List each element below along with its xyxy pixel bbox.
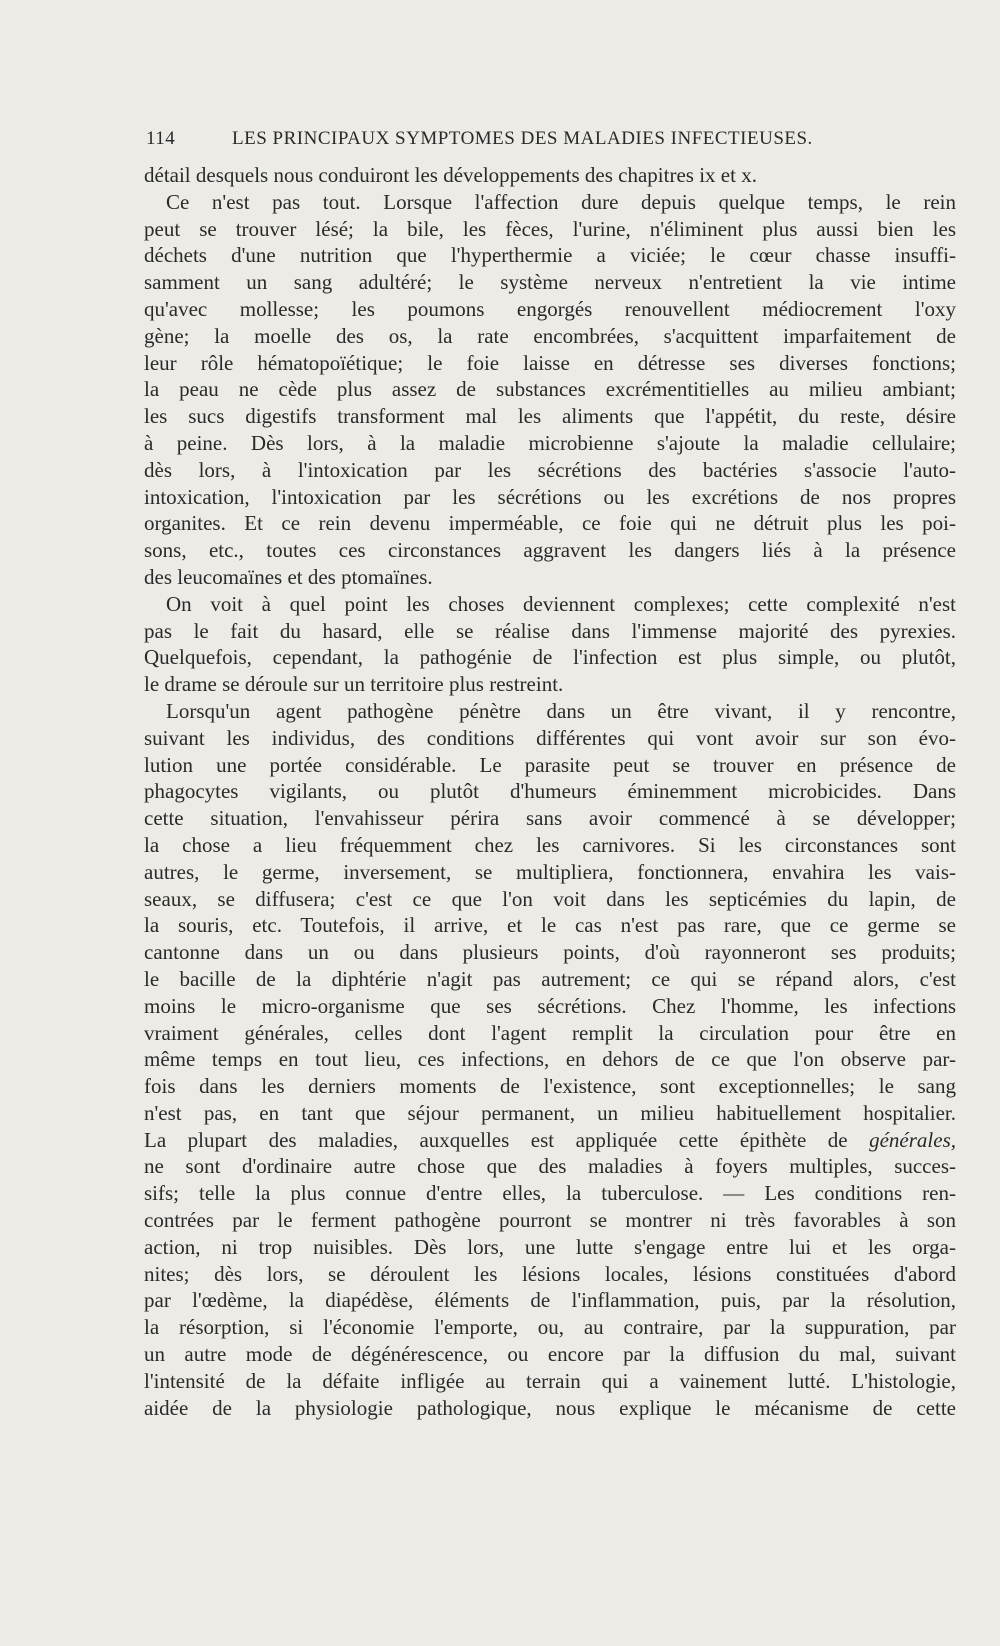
text-line: contrées par le ferment pathogène pourront se montrer ni très favorables à son xyxy=(144,1208,956,1233)
text-line: organites. Et ce rein devenu imperméable, ce foie qui ne détruit plus les poi- xyxy=(144,511,956,536)
text-line: cette situation, l'envahisseur périra sans avoir commencé à se développer; xyxy=(144,806,956,831)
text-line: qu'avec mollesse; les poumons engorgés renouvellent médiocrement l'oxy xyxy=(144,296,956,321)
text-line: Lorsqu'un agent pathogène pénètre dans un être vivant, il y rencontre, xyxy=(166,698,956,723)
text-line: même temps en tout lieu, ces infections, en dehors de ce que l'on observe par- xyxy=(144,1047,956,1072)
text-line: gène; la moelle des os, la rate encombrées, s'acquittent imparfaitement de xyxy=(144,323,956,348)
text-segment: La plupart des maladies, auxquelles est appliquée cette épithète de xyxy=(144,1127,848,1152)
text-line: le bacille de la diphtérie n'agit pas autrement; ce qui se répand alors, c'est xyxy=(144,966,956,991)
text-line: l'intensité de la défaite infligée au terrain qui a vainement lutté. L'histologie, xyxy=(144,1368,956,1393)
text-line: la chose a lieu fréquemment chez les carnivores. Si les circonstances sont xyxy=(144,832,956,857)
text-line: Ce n'est pas tout. Lorsque l'affection dure depuis quelque temps, le rein xyxy=(166,189,956,214)
running-head xyxy=(146,128,864,158)
text-line: peut se trouver lésé; la bile, les fèces, l'urine, n'éliminent plus aussi bien les xyxy=(144,216,956,241)
text-line: des leucomaïnes et des ptomaïnes. xyxy=(144,564,433,589)
text-line: détail desquels nous conduiront les développements des chapitres ix et x. xyxy=(144,163,757,187)
text-line: leur rôle hématopoïétique; le foie laisse en détresse ses diverses fonctions; xyxy=(144,350,956,375)
text-line: les sucs digestifs transforment mal les aliments que l'appétit, du reste, désire xyxy=(144,404,956,429)
text-line: action, ni trop nuisibles. Dès lors, une lutte s'engage entre lui et les orga- xyxy=(144,1234,956,1259)
italic-word: générales, xyxy=(869,1127,957,1152)
text-line-with-italic xyxy=(144,1127,956,1154)
text-line: Quelquefois, cependant, la pathogénie de l'infection est plus simple, ou plutôt, xyxy=(144,645,956,670)
text-line: On voit à quel point les choses deviennent complexes; cette complexité n'est xyxy=(166,591,956,616)
text-line: un autre mode de dégénérescence, ou encore par la diffusion du mal, suivant xyxy=(144,1342,956,1367)
text-line: déchets d'une nutrition que l'hyperthermie a viciée; le cœur chasse insuffi- xyxy=(144,243,956,268)
text-line: sons, etc., toutes ces circonstances aggravent les dangers liés à la présence xyxy=(144,538,956,563)
page-number: 114 xyxy=(146,128,176,149)
text-line: la résorption, si l'économie l'emporte, ou, au contraire, par la suppuration, par xyxy=(144,1315,956,1340)
text-line: à peine. Dès lors, à la maladie microbienne s'ajoute la maladie cellulaire; xyxy=(144,430,956,455)
text-line: sifs; telle la plus connue d'entre elles, la tuberculose. — Les conditions ren- xyxy=(144,1181,956,1206)
text-line: la peau ne cède plus assez de substances excrémentitielles au milieu ambiant; xyxy=(144,377,956,402)
text-line: phagocytes vigilants, ou plutôt d'humeurs éminemment microbicides. Dans xyxy=(144,779,956,804)
text-line: nites; dès lors, se déroulent les lésions locales, lésions constituées d'abord xyxy=(144,1261,956,1286)
text-line: lution une portée considérable. Le parasite peut se trouver en présence de xyxy=(144,752,956,777)
text-line: aidée de la physiologie pathologique, nous explique le mécanisme de cette xyxy=(144,1395,956,1420)
text-line: ne sont d'ordinaire autre chose que des maladies à foyers multiples, succes- xyxy=(144,1154,956,1179)
body-text xyxy=(144,162,956,1421)
text-line: vraiment générales, celles dont l'agent remplit la circulation pour être en xyxy=(144,1020,956,1045)
text-line: moins le micro-organisme que ses sécrétions. Chez l'homme, les infections xyxy=(144,993,956,1018)
running-head-title: LES PRINCIPAUX SYMPTOMES DES MALADIES INFECTIEUSES. xyxy=(232,128,813,149)
text-line: la souris, etc. Toutefois, il arrive, et le cas n'est pas rare, que ce germe se xyxy=(144,913,956,938)
text-line: cantonne dans un ou dans plusieurs points, d'où rayonneront ses produits; xyxy=(144,940,956,965)
text-line: par l'œdème, la diapédèse, éléments de l'inflammation, puis, par la résolution, xyxy=(144,1288,956,1313)
text-line: fois dans les derniers moments de l'existence, sont exceptionnelles; le sang xyxy=(144,1074,956,1099)
text-line: suivant les individus, des conditions différentes qui vont avoir sur son évo- xyxy=(144,725,956,750)
text-line: le drame se déroule sur un territoire plus restreint. xyxy=(144,672,564,697)
text-line: samment un sang adultéré; le système nerveux n'entretient la vie intime xyxy=(144,270,956,295)
text-line: intoxication, l'intoxication par les sécrétions ou les excrétions de nos propres xyxy=(144,484,956,509)
text-line: pas le fait du hasard, elle se réalise dans l'immense majorité des pyrexies. xyxy=(144,618,956,643)
text-line: dès lors, à l'intoxication par les sécrétions des bactéries s'associe l'auto- xyxy=(144,457,956,482)
text-line: seaux, se diffusera; c'est ce que l'on voit dans les septicémies du lapin, de xyxy=(144,886,956,911)
text-line: autres, le germe, inversement, se multipliera, fonctionnera, envahira les vais- xyxy=(144,859,956,884)
text-line: n'est pas, en tant que séjour permanent, un milieu habituellement hospitalier. xyxy=(144,1100,956,1125)
